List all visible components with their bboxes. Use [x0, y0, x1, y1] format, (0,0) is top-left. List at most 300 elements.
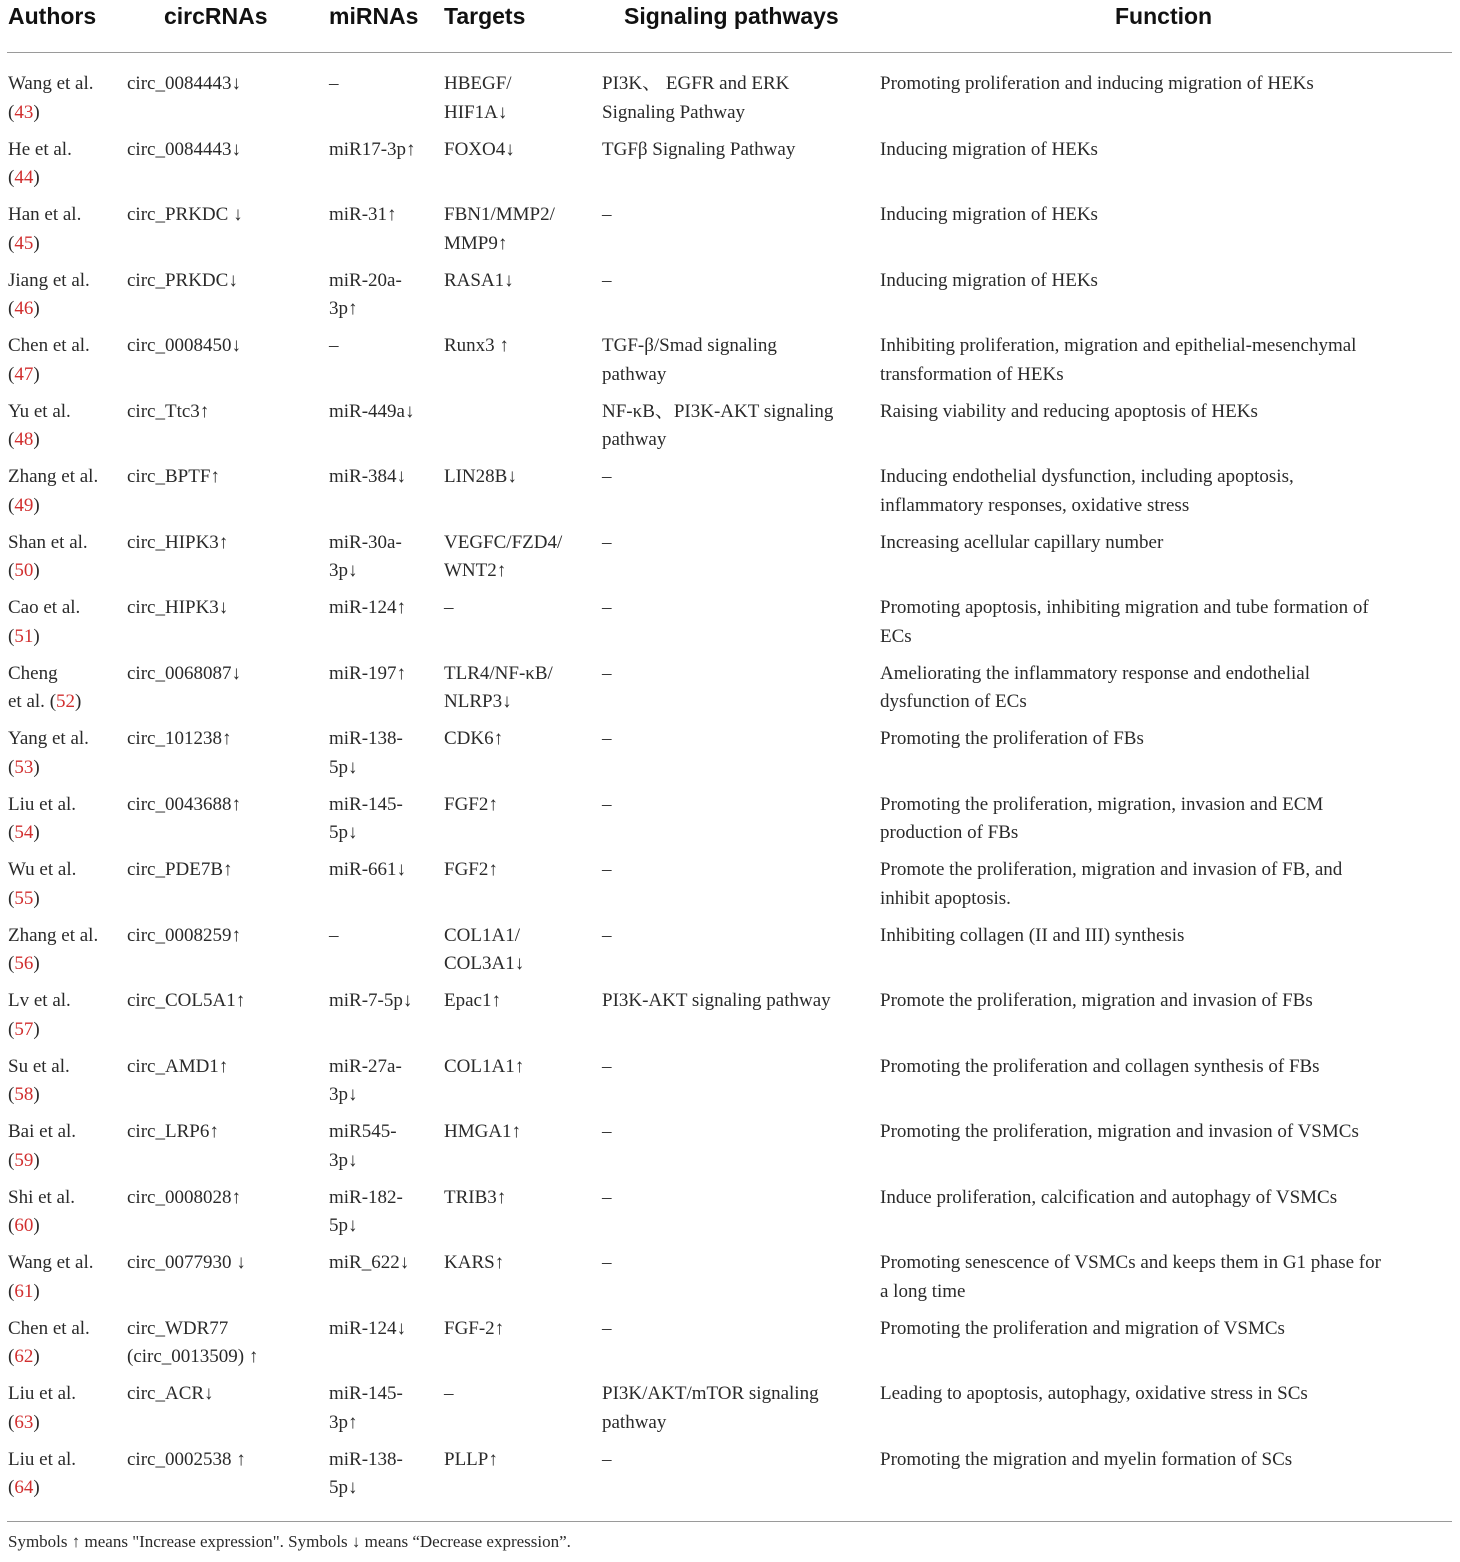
cell-signaling-pathway-line: PI3K-AKT signaling pathway [602, 990, 831, 1011]
cell-target-line: – [444, 1383, 454, 1404]
cell-signaling-pathway [602, 529, 872, 558]
cell-mirna-line: miR-449a↓ [329, 400, 415, 422]
cell-target [444, 1118, 594, 1147]
cell-circrna-line: circ_PRKDC↓ [127, 269, 238, 291]
cell-mirna-line: miR-7-5p↓ [329, 990, 413, 1011]
cell-function [880, 856, 1450, 913]
cell-function-line: Inhibiting proliferation, migration and epithelial-mesenchymal [880, 335, 1357, 356]
cell-signaling-pathway [602, 725, 872, 754]
cell-signaling-pathway [602, 594, 872, 623]
cell-mirna-line: miR-124↓ [329, 1317, 407, 1339]
reference-link[interactable]: 52 [56, 691, 76, 712]
author-ref-line: (55) [8, 887, 40, 909]
header-circrnas: circRNAs [164, 3, 268, 29]
cell-function-line: Promoting the proliferation, migration, invasion and ECM [880, 793, 1324, 815]
author-name: Jiang et al. [8, 269, 90, 291]
reference-link[interactable]: 53 [14, 756, 34, 778]
author-ref-line: (49) [8, 494, 40, 516]
cell-author [8, 1184, 120, 1241]
cell-target-line: CDK6↑ [444, 728, 504, 749]
cell-circrna [127, 660, 322, 689]
cell-author [8, 1053, 120, 1110]
table-row [0, 791, 1460, 856]
cell-function-line: Leading to apoptosis, autophagy, oxidative stress in SCs [880, 1383, 1308, 1404]
cell-function-line: Promoting the migration and myelin formation of SCs [880, 1448, 1293, 1470]
cell-signaling-pathway-line: TGF-β/Smad signaling [602, 335, 777, 356]
cell-function-line: inflammatory responses, oxidative stress [880, 494, 1190, 516]
cell-target-line: RASA1↓ [444, 269, 514, 291]
cell-function-line: Inducing endothelial dysfunction, including apoptosis, [880, 466, 1294, 487]
cell-function-line: a long time [880, 1280, 966, 1302]
cell-mirna-line: miR-182- [329, 1186, 403, 1208]
cell-mirna [329, 1249, 437, 1278]
cell-target [444, 267, 594, 296]
cell-signaling-pathway-line: – [602, 1448, 612, 1470]
cell-circrna-line: circ_ACR↓ [127, 1383, 214, 1404]
cell-author [8, 70, 120, 127]
author-ref-line: (63) [8, 1411, 40, 1433]
cell-mirna-line: 5p↓ [329, 1477, 358, 1498]
cell-circrna-line: circ_HIPK3↓ [127, 597, 229, 618]
reference-link[interactable]: 60 [14, 1215, 34, 1236]
author-ref-line: (62) [8, 1346, 40, 1367]
cell-signaling-pathway-line: – [602, 924, 612, 946]
cell-mirna [329, 594, 437, 623]
cell-circrna-line: circ_0002538 ↑ [127, 1448, 246, 1470]
cell-author [8, 267, 120, 324]
cell-target [444, 70, 594, 127]
cell-function-line: Promoting the proliferation and collagen synthesis of FBs [880, 1055, 1320, 1077]
cell-function-line: Induce proliferation, calcification and autophagy of VSMCs [880, 1186, 1338, 1208]
cell-circrna [127, 529, 322, 558]
reference-link[interactable]: 49 [14, 494, 34, 516]
cell-signaling-pathway [602, 1184, 872, 1213]
author-name: Chen et al. [8, 1317, 90, 1339]
cell-function [880, 594, 1450, 651]
author-name: Su et al. [8, 1055, 70, 1077]
cell-mirna-line: miR-20a- [329, 269, 402, 291]
table-row [0, 856, 1460, 921]
table-row [0, 725, 1460, 790]
cell-mirna [329, 1446, 437, 1503]
author-name: Cheng [8, 662, 58, 684]
cell-function [880, 1446, 1450, 1475]
cell-signaling-pathway [602, 1446, 872, 1475]
table-row [0, 1118, 1460, 1183]
cell-function [880, 922, 1450, 951]
cell-target [444, 1315, 594, 1344]
table-row [0, 1380, 1460, 1445]
cell-mirna [329, 463, 437, 492]
cell-function-line: Promote the proliferation, migration and invasion of FB, and [880, 859, 1343, 880]
cell-circrna-line: circ_AMD1↑ [127, 1055, 229, 1077]
cell-mirna-line: miR-197↑ [329, 662, 407, 684]
cell-circrna [127, 267, 322, 296]
cell-target-line: COL1A1↑ [444, 1055, 525, 1077]
header-rule [7, 52, 1452, 53]
reference-link[interactable]: 57 [14, 1018, 34, 1040]
cell-target [444, 660, 594, 717]
cell-signaling-pathway [602, 856, 872, 885]
cell-circrna [127, 1249, 322, 1278]
cell-mirna [329, 529, 437, 586]
reference-link[interactable]: 63 [14, 1411, 34, 1433]
author-name: Bai et al. [8, 1121, 77, 1142]
cell-signaling-pathway-line: pathway [602, 363, 667, 385]
footer-rule [7, 1521, 1452, 1522]
cell-circrna-line: circ_PRKDC ↓ [127, 204, 243, 225]
author-name: Zhang et al. [8, 466, 99, 487]
cell-signaling-pathway-line: – [602, 728, 612, 749]
cell-mirna-line: miR-31↑ [329, 204, 397, 225]
cell-target [444, 791, 594, 820]
cell-signaling-pathway [602, 332, 872, 389]
cell-mirna-line: miR-30a- [329, 531, 402, 553]
cell-mirna-line: 3p↓ [329, 560, 358, 581]
table-footnote: Symbols ↑ means "Increase expression". Symbols ↓ means “Decrease expression”. [8, 1532, 571, 1551]
cell-circrna-line: circ_BPTF↑ [127, 466, 220, 487]
cell-mirna-line: miR-27a- [329, 1055, 402, 1077]
author-ref-line: (57) [8, 1018, 40, 1040]
cell-circrna-line: circ_0008259↑ [127, 924, 241, 946]
cell-target [444, 1446, 594, 1475]
cell-mirna-line: 3p↑ [329, 1411, 358, 1433]
cell-circrna-line: circ_HIPK3↑ [127, 531, 229, 553]
cell-signaling-pathway-line: NF-κB、PI3K-AKT signaling [602, 400, 834, 422]
table-row [0, 1184, 1460, 1249]
header-signaling-pathways: Signaling pathways [624, 3, 839, 29]
cell-circrna-line: circ_0084443↓ [127, 138, 241, 160]
author-ref-line: (59) [8, 1149, 40, 1171]
cell-signaling-pathway-line: TGFβ Signaling Pathway [602, 138, 796, 160]
cell-signaling-pathway [602, 987, 872, 1016]
reference-link[interactable]: 44 [14, 167, 34, 188]
cell-circrna [127, 1315, 322, 1372]
reference-link[interactable]: 55 [14, 887, 34, 909]
cell-target-line: FGF2↑ [444, 793, 498, 815]
cell-circrna [127, 987, 322, 1016]
cell-function-line: Promoting proliferation and inducing migration of HEKs [880, 73, 1314, 94]
cell-signaling-pathway-line: – [602, 662, 612, 684]
cell-circrna-line: circ_WDR77 [127, 1317, 229, 1339]
table-row [0, 136, 1460, 201]
author-ref-line: (60) [8, 1215, 40, 1236]
cell-function [880, 660, 1450, 717]
cell-mirna-line: miR-145- [329, 1383, 403, 1404]
cell-target [444, 856, 594, 885]
cell-mirna-line: – [329, 924, 339, 946]
cell-target-line: KARS↑ [444, 1252, 505, 1273]
cell-circrna [127, 70, 322, 99]
author-name: Cao et al. [8, 597, 81, 618]
cell-target-line: FOXO4↓ [444, 138, 515, 160]
cell-mirna [329, 398, 437, 427]
header-targets: Targets [444, 3, 526, 29]
reference-link[interactable]: 58 [14, 1084, 34, 1105]
reference-link[interactable]: 45 [14, 232, 34, 254]
author-name: Liu et al. [8, 793, 77, 815]
cell-signaling-pathway-line: PI3K、 EGFR and ERK [602, 73, 790, 94]
cell-circrna-line: circ_0084443↓ [127, 73, 241, 94]
cell-function-line: ECs [880, 625, 912, 647]
cell-signaling-pathway-line: – [602, 269, 612, 291]
author-name: Liu et al. [8, 1383, 77, 1404]
reference-link[interactable]: 64 [14, 1477, 34, 1498]
cell-target [444, 1249, 594, 1278]
cell-signaling-pathway [602, 1315, 872, 1344]
cell-mirna-line: 5p↓ [329, 1215, 358, 1236]
cell-circrna-line: (circ_0013509) ↑ [127, 1346, 259, 1367]
cell-function-line: production of FBs [880, 822, 1019, 843]
cell-mirna-line: – [329, 73, 339, 94]
cell-circrna-line: circ_Ttc3↑ [127, 400, 210, 422]
cell-function-line: Increasing acellular capillary number [880, 531, 1164, 553]
cell-target [444, 201, 594, 258]
cell-author [8, 856, 120, 913]
cell-function-line: Promote the proliferation, migration and invasion of FBs [880, 990, 1313, 1011]
cell-signaling-pathway [602, 660, 872, 689]
cell-mirna [329, 70, 437, 99]
cell-function-line: inhibit apoptosis. [880, 887, 1011, 909]
author-ref-line: (54) [8, 822, 40, 843]
cell-function [880, 1053, 1450, 1082]
cell-signaling-pathway [602, 1249, 872, 1278]
cell-function [880, 70, 1450, 99]
cell-target-line: LIN28B↓ [444, 466, 517, 487]
cell-signaling-pathway [602, 922, 872, 951]
cell-mirna-line: – [329, 335, 339, 356]
cell-circrna-line: circ_0043688↑ [127, 793, 241, 815]
cell-mirna-line: miR-661↓ [329, 859, 407, 880]
author-name: Zhang et al. [8, 924, 99, 946]
cell-circrna [127, 594, 322, 623]
cell-signaling-pathway [602, 1380, 872, 1437]
cell-signaling-pathway-line: – [602, 1252, 612, 1273]
cell-mirna [329, 922, 437, 951]
author-name: Shi et al. [8, 1186, 76, 1208]
cell-circrna [127, 791, 322, 820]
cell-mirna [329, 1118, 437, 1175]
author-ref-line: (51) [8, 625, 40, 647]
cell-target [444, 463, 594, 492]
cell-function [880, 1249, 1450, 1306]
cell-function [880, 1380, 1450, 1409]
cell-target [444, 529, 594, 586]
cell-circrna [127, 1118, 322, 1147]
cell-mirna [329, 332, 437, 361]
header-function: Function [1115, 3, 1213, 29]
cell-target-line: FBN1/MMP2/ [444, 204, 555, 225]
cell-circrna-line: circ_COL5A1↑ [127, 990, 246, 1011]
cell-target-line: TRIB3↑ [444, 1186, 507, 1208]
cell-signaling-pathway-line: – [602, 1186, 612, 1208]
cell-target-line: PLLP↑ [444, 1448, 498, 1470]
author-ref-line: (48) [8, 429, 40, 450]
cell-signaling-pathway-line: – [602, 1055, 612, 1077]
cell-circrna [127, 725, 322, 754]
cell-target-line: FGF2↑ [444, 859, 498, 880]
table-row [0, 1249, 1460, 1314]
cell-target [444, 332, 594, 361]
cell-mirna-line: 3p↓ [329, 1084, 358, 1105]
cell-target [444, 922, 594, 979]
cell-signaling-pathway-line: pathway [602, 1411, 667, 1433]
cell-mirna-line: miR-124↑ [329, 597, 407, 618]
cell-signaling-pathway [602, 136, 872, 165]
author-ref-line: (61) [8, 1280, 40, 1302]
cell-function-line: transformation of HEKs [880, 363, 1064, 385]
cell-function-line: Promoting apoptosis, inhibiting migration and tube formation of [880, 597, 1369, 618]
cell-circrna [127, 201, 322, 230]
cell-signaling-pathway [602, 1053, 872, 1082]
cell-signaling-pathway-line: – [602, 1317, 612, 1339]
table-row [0, 594, 1460, 659]
author-ref-line: (58) [8, 1084, 40, 1105]
cell-author [8, 660, 120, 717]
cell-mirna [329, 201, 437, 230]
cell-circrna [127, 1184, 322, 1213]
table-row [0, 201, 1460, 266]
cell-target-line: TLR4/NF-κB/ [444, 662, 553, 684]
cell-target [444, 1053, 594, 1082]
author-ref-line: (53) [8, 756, 40, 778]
cell-author [8, 463, 120, 520]
cell-mirna [329, 136, 437, 165]
table-row [0, 922, 1460, 987]
cell-function-line: Promoting the proliferation and migration of VSMCs [880, 1317, 1285, 1339]
cell-mirna [329, 791, 437, 848]
table-row [0, 463, 1460, 528]
author-ref-line: (45) [8, 232, 40, 254]
cell-mirna [329, 1184, 437, 1241]
cell-function-line: Promoting the proliferation, migration and invasion of VSMCs [880, 1121, 1359, 1142]
reference-link[interactable]: 48 [14, 429, 34, 450]
reference-link[interactable]: 51 [14, 625, 34, 647]
cell-circrna [127, 856, 322, 885]
reference-link[interactable]: 62 [14, 1346, 34, 1367]
cell-signaling-pathway-line: – [602, 859, 612, 880]
cell-mirna-line: miR17-3p↑ [329, 138, 416, 160]
cell-function [880, 1315, 1450, 1344]
author-ref-line: (64) [8, 1477, 40, 1498]
author-name: Yang et al. [8, 728, 89, 749]
cell-function [880, 1184, 1450, 1213]
cell-author [8, 201, 120, 258]
cell-signaling-pathway-line: – [602, 597, 612, 618]
cell-target [444, 725, 594, 754]
cell-function-line: Inhibiting collagen (II and III) synthesis [880, 924, 1185, 946]
reference-link[interactable]: 59 [14, 1149, 34, 1171]
cell-target-line: HBEGF/ [444, 73, 512, 94]
cell-target-line: HIF1A↓ [444, 101, 508, 123]
author-ref-line: (43) [8, 101, 40, 123]
cell-function-line: Inducing migration of HEKs [880, 138, 1098, 160]
cell-function [880, 136, 1450, 165]
cell-target [444, 136, 594, 165]
cell-mirna-line: miR-384↓ [329, 466, 407, 487]
cell-function [880, 725, 1450, 754]
cell-target-line: NLRP3↓ [444, 691, 512, 712]
reference-link[interactable]: 43 [14, 101, 34, 123]
cell-mirna-line: miR_622↓ [329, 1252, 410, 1273]
cell-mirna-line: 3p↑ [329, 298, 358, 319]
author-name: Wu et al. [8, 859, 77, 880]
cell-signaling-pathway [602, 267, 872, 296]
cell-target-line: WNT2↑ [444, 560, 507, 581]
cell-target-line: HMGA1↑ [444, 1121, 522, 1142]
cell-author [8, 136, 120, 193]
cell-target [444, 1380, 594, 1409]
cell-author [8, 1446, 120, 1503]
reference-link[interactable]: 56 [14, 953, 34, 974]
reference-link[interactable]: 50 [14, 560, 34, 581]
table-row [0, 1053, 1460, 1118]
cell-signaling-pathway [602, 463, 872, 492]
cell-function-line: Ameliorating the inflammatory response and endothelial [880, 662, 1311, 684]
reference-link[interactable]: 46 [14, 298, 34, 319]
reference-link[interactable]: 61 [14, 1280, 34, 1302]
cell-signaling-pathway-line: – [602, 466, 612, 487]
author-ref-line: (50) [8, 560, 40, 581]
author-name: Lv et al. [8, 990, 71, 1011]
cell-circrna [127, 398, 322, 427]
table-row [0, 1446, 1460, 1511]
reference-link[interactable]: 54 [14, 822, 34, 843]
author-name-cont: et al. [8, 691, 45, 712]
cell-mirna [329, 1315, 437, 1344]
author-ref-line: (44) [8, 167, 40, 188]
cell-mirna [329, 725, 437, 782]
cell-circrna [127, 136, 322, 165]
cell-mirna [329, 856, 437, 885]
cell-function [880, 529, 1450, 558]
cell-circrna [127, 1446, 322, 1475]
cell-function [880, 1118, 1450, 1147]
cell-signaling-pathway [602, 791, 872, 820]
cell-signaling-pathway-line: – [602, 793, 612, 815]
cell-mirna-line: miR545- [329, 1121, 397, 1142]
cell-author [8, 987, 120, 1044]
table-row [0, 70, 1460, 135]
cell-target [444, 987, 594, 1016]
cell-signaling-pathway [602, 1118, 872, 1147]
cell-function [880, 332, 1450, 389]
cell-mirna-line: miR-145- [329, 793, 403, 815]
cell-signaling-pathway [602, 398, 872, 455]
cell-function-line: Inducing migration of HEKs [880, 204, 1098, 225]
cell-author [8, 725, 120, 782]
cell-circrna-line: circ_PDE7B↑ [127, 859, 233, 880]
cell-mirna-line: miR-138- [329, 728, 403, 749]
author-name: He et al. [8, 138, 72, 160]
cell-signaling-pathway-line: PI3K/AKT/mTOR signaling [602, 1383, 819, 1404]
cell-author [8, 791, 120, 848]
table-row [0, 1315, 1460, 1380]
cell-mirna [329, 987, 437, 1016]
table-row [0, 267, 1460, 332]
author-ref-line: (46) [8, 298, 40, 319]
cell-target [444, 1184, 594, 1213]
cell-author [8, 1380, 120, 1437]
reference-link[interactable]: 47 [14, 363, 34, 385]
cell-target-line: COL3A1↓ [444, 953, 525, 974]
cell-author [8, 922, 120, 979]
cell-target-line: MMP9↑ [444, 232, 508, 254]
table-row [0, 660, 1460, 725]
table-row [0, 529, 1460, 594]
cell-mirna [329, 267, 437, 324]
cell-circrna-line: circ_0068087↓ [127, 662, 241, 684]
